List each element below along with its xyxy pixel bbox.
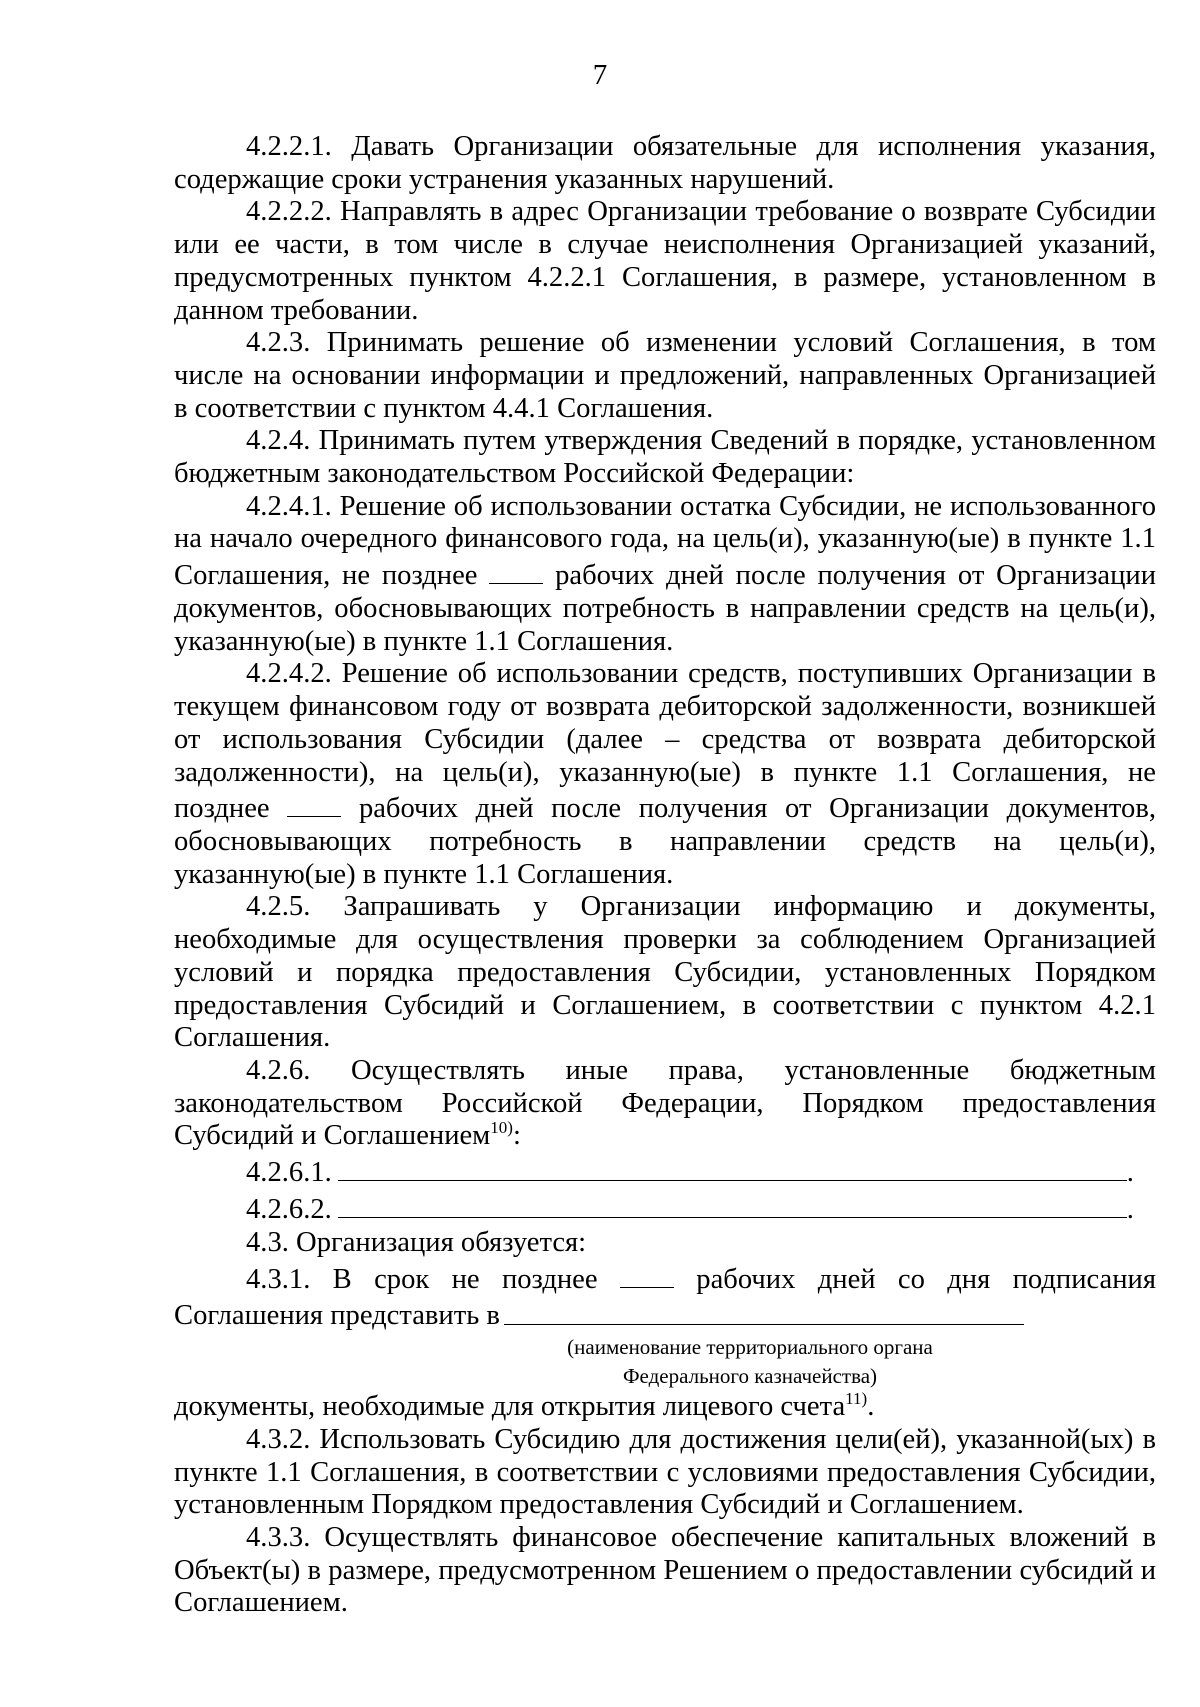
blank-caption-line-2: Федерального казначейства) [622,1364,878,1389]
clause-4-2-6-text: 4.2.6. Осуществлять иные права, установленные бюджетным законодательством Российской Федерации, Порядком предоставления Субсидий и Соглашением [174,1055,1156,1152]
line-end-period: . [1126,1157,1134,1189]
clause-4-3: 4.3. Организация обязуется: [246,1226,587,1258]
treasury-body-blank-line [504,1296,1024,1324]
days-blank-field [287,789,341,817]
clause-4-2-4: 4.2.4. Принимать путем утверждения Сведений в порядке, установленном бюджетным законодательством Российской Федерации: [174,425,1156,490]
clause-4-3-1-text-a: 4.3.1. В срок не позднее [246,1263,598,1295]
clause-4-2-6-1-number: 4.2.6.1. [246,1157,332,1189]
clause-4-2-6-2-number: 4.2.6.2. [246,1194,332,1226]
fill-in-blank-line [338,1190,1127,1218]
document-body [174,131,1156,1620]
clause-4-2-4-1-text-a: 4.2.4.1. Решение об использовании остатка Субсидии, не использованного на начало очередного финансового года, на цель(и), указанную(ые) в пункте 1.1 Соглашения, не позднее [174,490,1156,592]
clause-4-2-6 [174,1055,1156,1153]
clause-4-3-1-text-b: рабочих дней со дня подписания Соглашения представить в [174,1263,1157,1332]
clause-4-3-1-continuation [174,1391,1156,1424]
clause-4-2-6-colon: : [512,1120,521,1152]
days-blank-field [489,556,543,584]
clause-4-2-2-2: 4.2.2.2. Направлять в адрес Организации требование о возврате Субсидии или ее части, в том числе в случае неисполнения Организацией указаний, предусмотренных пунктом 4.2.2.1 Соглашения, в размере, установленном в данном требовании. [174,196,1156,326]
clause-4-2-4-1 [174,491,1156,659]
clause-4-2-6-1 [174,1153,1156,1190]
clause-4-3-1-text-c: документы, необходимые для открытия лицевого счета [174,1391,846,1423]
clause-4-3-1 [174,1260,1156,1334]
clause-4-2-4-2-text-a: 4.2.4.2. Решение об использовании средств, поступивших Организации в текущем финансовом году от возврата дебиторской задолженности, возникшей от использования Субсидии (далее – средства от возврата дебиторской задолженности), на цель(и), указанную(ые) в пункте 1.1 Соглашения, не позднее [174,658,1156,825]
clause-4-2-5: 4.2.5. Запрашивать у Организации информацию и документы, необходимые для осуществления проверки за соблюдением Организацией условий и порядка предоставления Субсидии, установленных Порядком предоставления Субсидий и Соглашением, в соответствии с пунктом 4.2.1 Соглашения. [174,891,1156,1054]
clause-4-2-2-1: 4.2.2.1. Давать Организации обязательные для исполнения указания, содержащие сроки устранения указанных нарушений. [174,131,1156,195]
footnote-ref-11: 11) [845,1389,868,1409]
fill-in-blank-line [338,1153,1127,1181]
clause-4-3-2: 4.3.2. Использовать Субсидию для достижения цели(ей), указанной(ых) в пункте 1.1 Соглашения, в соответствии с условиями предоставления Субсидии, установленным Порядком предоставления Субсидий и Соглашением. [174,1423,1156,1521]
blank-caption-line-1: (наименование территориального органа [567,1335,933,1360]
days-blank-field [620,1260,674,1288]
clause-4-3-1-period: . [867,1391,875,1423]
line-end-period: . [1126,1194,1134,1226]
footnote-ref-10: 10) [490,1118,513,1138]
clause-4-2-3: 4.2.3. Принимать решение об изменении условий Соглашения, в том числе на основании информации и предложений, направленных Организацией в соответствии с пунктом 4.4.1 Соглашения. [174,327,1156,424]
clause-4-2-4-1-text-b: рабочих дней после получения от Организации документов, обосновывающих потребность в направлении средств на цель(и), указанную(ые) в пункте 1.1 Соглашения. [174,560,1156,657]
clause-4-2-4-2-text-b: рабочих дней после получения от Организации документов, обосновывающих потребность в направлении средств на цель(и), указанную(ые) в пункте 1.1 Соглашения. [174,793,1156,890]
clause-4-2-4-2 [174,658,1156,891]
page-number: 7 [592,59,608,91]
clause-4-3-3: 4.3.3. Осуществлять финансовое обеспечение капитальных вложений в Объект(ы) в размере, предусмотренном Решением о предоставлении субсидий и Соглашением. [174,1522,1156,1619]
clause-4-2-6-2 [174,1190,1156,1227]
